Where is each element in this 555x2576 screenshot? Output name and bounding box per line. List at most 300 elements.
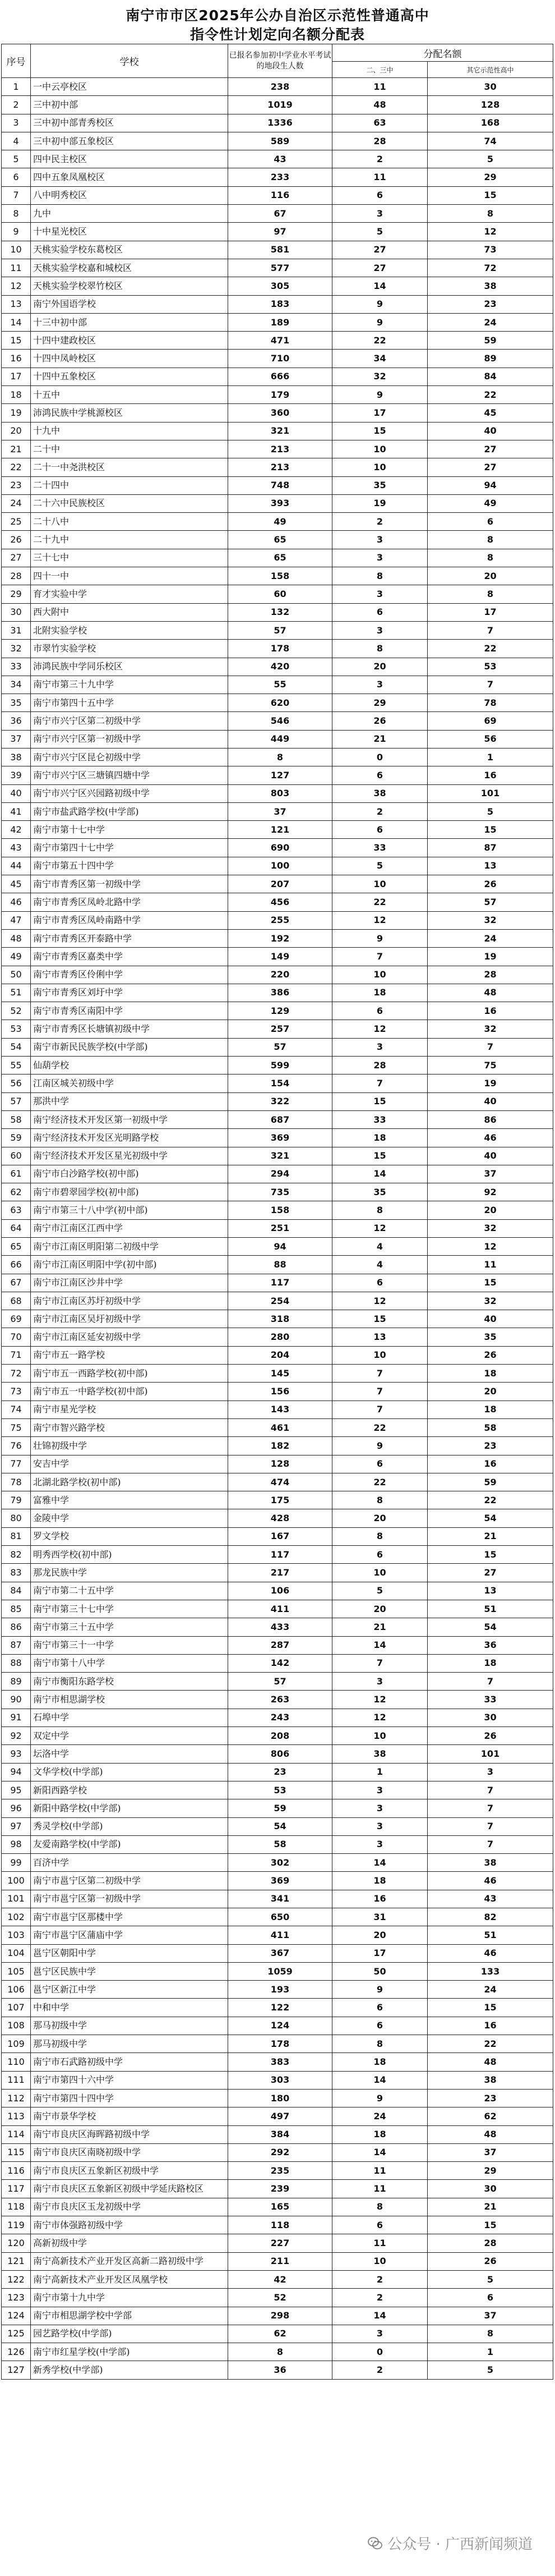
- school-name: 南宁市青秀区刘圩中学: [31, 984, 228, 1002]
- quota-23-count: 5: [332, 857, 428, 875]
- row-no: 26: [2, 531, 31, 549]
- applicant-count: 318: [228, 1310, 332, 1328]
- quota-23-count: 7: [332, 1654, 428, 1672]
- school-name: 三十七中: [31, 549, 228, 567]
- quota-23-count: 63: [332, 114, 428, 132]
- quota-other-count: 38: [428, 2071, 553, 2089]
- quota-23-count: 15: [332, 1310, 428, 1328]
- row-no: 45: [2, 875, 31, 893]
- row-no: 3: [2, 114, 31, 132]
- applicant-count: 128: [228, 1455, 332, 1473]
- table-row: [2, 603, 553, 621]
- quota-other-count: 26: [428, 875, 553, 893]
- row-no: 115: [2, 2143, 31, 2161]
- quota-23-count: 35: [332, 476, 428, 494]
- quota-other-count: 15: [428, 2216, 553, 2234]
- table-row: [2, 1527, 553, 1545]
- quota-23-count: 48: [332, 96, 428, 114]
- quota-23-count: 12: [332, 1709, 428, 1726]
- quota-other-count: 51: [428, 1926, 553, 1944]
- quota-other-count: 38: [428, 277, 553, 295]
- table-row: [2, 1763, 553, 1781]
- applicant-count: 100: [228, 857, 332, 875]
- row-no: 68: [2, 1292, 31, 1310]
- quota-other-count: 23: [428, 295, 553, 313]
- table-row: [2, 2053, 553, 2071]
- applicant-count: 116: [228, 186, 332, 204]
- quota-23-count: 2: [332, 2289, 428, 2307]
- school-name: 二十六中民族校区: [31, 494, 228, 512]
- quota-other-count: 32: [428, 1219, 553, 1237]
- school-name: 南宁市第二十五中学: [31, 1582, 228, 1600]
- school-name: 南宁市邕宁区第一初级中学: [31, 1890, 228, 1908]
- applicant-count: 192: [228, 929, 332, 947]
- applicant-count: 217: [228, 1564, 332, 1582]
- quota-23-count: 20: [332, 1600, 428, 1618]
- table-row: [2, 2198, 553, 2216]
- row-no: 34: [2, 676, 31, 694]
- table-row: [2, 549, 553, 567]
- quota-23-count: 11: [332, 2162, 428, 2180]
- quota-23-count: 28: [332, 132, 428, 150]
- applicant-count: 411: [228, 1926, 332, 1944]
- applicant-count: 94: [228, 1238, 332, 1256]
- table-row: [2, 440, 553, 458]
- table-row: [2, 2234, 553, 2252]
- table-row: [2, 2035, 553, 2053]
- applicant-count: 650: [228, 1908, 332, 1926]
- row-no: 108: [2, 2017, 31, 2035]
- table-row: [2, 1962, 553, 1980]
- quota-other-count: 40: [428, 1147, 553, 1165]
- quota-23-count: 18: [332, 2053, 428, 2071]
- applicant-count: 62: [228, 2325, 332, 2343]
- quota-23-count: 9: [332, 1981, 428, 1999]
- row-no: 121: [2, 2252, 31, 2270]
- quota-23-count: 2: [332, 802, 428, 820]
- applicant-count: 49: [228, 513, 332, 531]
- school-name: 南宁市石武路初级中学: [31, 2053, 228, 2071]
- school-name: 南宁市青秀区嘉类中学: [31, 948, 228, 966]
- table-row: [2, 1418, 553, 1436]
- quota-23-count: 11: [332, 2180, 428, 2198]
- row-no: 33: [2, 658, 31, 676]
- quota-23-count: 8: [332, 567, 428, 585]
- applicant-count: 213: [228, 458, 332, 476]
- applicant-count: 263: [228, 1691, 332, 1709]
- school-name: 南宁市良庆区五象新区初级中学延庆路校区: [31, 2180, 228, 2198]
- quota-23-count: 7: [332, 1383, 428, 1401]
- table-row: [2, 2289, 553, 2307]
- school-name: 二十中: [31, 440, 228, 458]
- quota-23-count: 24: [332, 2107, 428, 2125]
- row-no: 15: [2, 332, 31, 350]
- row-no: 27: [2, 549, 31, 567]
- quota-23-count: 8: [332, 1527, 428, 1545]
- row-no: 51: [2, 984, 31, 1002]
- quota-other-count: 29: [428, 168, 553, 186]
- quota-other-count: 46: [428, 1872, 553, 1890]
- table-row: [2, 694, 553, 712]
- quota-23-count: 6: [332, 821, 428, 839]
- quota-other-count: 46: [428, 1944, 553, 1962]
- quota-other-count: 54: [428, 1618, 553, 1636]
- applicant-count: 175: [228, 1491, 332, 1509]
- quota-other-count: 26: [428, 1346, 553, 1364]
- school-name: 南宁外国语学校: [31, 295, 228, 313]
- applicant-count: 193: [228, 1981, 332, 1999]
- quota-23-count: 21: [332, 730, 428, 748]
- quota-23-count: 4: [332, 1238, 428, 1256]
- applicant-count: 183: [228, 295, 332, 313]
- table-row: [2, 712, 553, 730]
- school-name: 文华学校(中学部): [31, 1763, 228, 1781]
- applicant-count: 55: [228, 676, 332, 694]
- quota-other-count: 11: [428, 1256, 553, 1274]
- quota-23-count: 22: [332, 332, 428, 350]
- table-row: [2, 531, 553, 549]
- table-row: [2, 1201, 553, 1219]
- quota-other-count: 37: [428, 1165, 553, 1183]
- quota-other-count: 21: [428, 2198, 553, 2216]
- quota-other-count: 48: [428, 2125, 553, 2143]
- school-name: 金陵中学: [31, 1509, 228, 1527]
- row-no: 37: [2, 730, 31, 748]
- applicant-count: 449: [228, 730, 332, 748]
- row-no: 19: [2, 404, 31, 422]
- row-no: 9: [2, 223, 31, 241]
- applicant-count: 23: [228, 1763, 332, 1781]
- quota-23-count: 27: [332, 259, 428, 277]
- school-name: 南宁市五一中路学校(初中部): [31, 1383, 228, 1401]
- quota-23-count: 9: [332, 2089, 428, 2107]
- quota-23-count: 8: [332, 1491, 428, 1509]
- quota-23-count: 7: [332, 1075, 428, 1092]
- school-name: 南宁市良庆区海晖路初级中学: [31, 2125, 228, 2143]
- school-name: 南宁市第四十四中学: [31, 2089, 228, 2107]
- table-row: [2, 404, 553, 422]
- quota-23-count: 10: [332, 875, 428, 893]
- quota-other-count: 38: [428, 1854, 553, 1872]
- applicant-count: 179: [228, 386, 332, 404]
- quota-23-count: 6: [332, 186, 428, 204]
- row-no: 7: [2, 186, 31, 204]
- table-row: [2, 494, 553, 512]
- quota-other-count: 8: [428, 205, 553, 223]
- school-name: 西大附中: [31, 603, 228, 621]
- applicant-count: 60: [228, 585, 332, 603]
- school-name: 南宁市青秀区第一初级中学: [31, 875, 228, 893]
- row-no: 59: [2, 1129, 31, 1147]
- table-row: [2, 422, 553, 440]
- row-no: 49: [2, 948, 31, 966]
- quota-other-count: 59: [428, 332, 553, 350]
- quota-other-count: 15: [428, 186, 553, 204]
- quota-23-count: 10: [332, 458, 428, 476]
- table-row: [2, 386, 553, 404]
- quota-other-count: 15: [428, 1546, 553, 1564]
- quota-23-count: 18: [332, 984, 428, 1002]
- quota-23-count: 9: [332, 1437, 428, 1455]
- table-row: [2, 857, 553, 875]
- table-row: [2, 1383, 553, 1401]
- wechat-icon: [367, 2536, 383, 2551]
- quota-other-count: 48: [428, 2053, 553, 2071]
- row-no: 52: [2, 1002, 31, 1020]
- quota-other-count: 78: [428, 694, 553, 712]
- quota-other-count: 15: [428, 1274, 553, 1292]
- row-no: 114: [2, 2125, 31, 2143]
- school-name: 南宁市邕宁区那楼中学: [31, 1908, 228, 1926]
- quota-other-count: 18: [428, 1401, 553, 1418]
- applicant-count: 257: [228, 1020, 332, 1038]
- applicant-count: 321: [228, 1147, 332, 1165]
- quota-23-count: 22: [332, 893, 428, 911]
- applicant-count: 690: [228, 839, 332, 857]
- quota-other-count: 53: [428, 658, 553, 676]
- row-no: 21: [2, 440, 31, 458]
- quota-23-count: 7: [332, 1365, 428, 1383]
- quota-other-count: 8: [428, 2325, 553, 2343]
- school-name: 南宁市江南区沙井中学: [31, 1274, 228, 1292]
- row-no: 73: [2, 1383, 31, 1401]
- school-name: 南宁市白沙路学校(初中部): [31, 1165, 228, 1183]
- quota-23-count: 27: [332, 241, 428, 259]
- quota-other-count: 33: [428, 1691, 553, 1709]
- row-no: 100: [2, 1872, 31, 1890]
- quota-23-count: 33: [332, 1110, 428, 1128]
- school-name: 市翠竹实验学校: [31, 640, 228, 658]
- applicant-count: 474: [228, 1473, 332, 1491]
- school-name: 新秀学校(中学部): [31, 2361, 228, 2379]
- row-no: 6: [2, 168, 31, 186]
- row-no: 43: [2, 839, 31, 857]
- quota-23-count: 38: [332, 784, 428, 802]
- quota-other-count: 19: [428, 1075, 553, 1092]
- applicant-count: 383: [228, 2053, 332, 2071]
- school-name: 南宁市碧翠园学校(初中部): [31, 1183, 228, 1201]
- applicant-count: 57: [228, 1673, 332, 1691]
- watermark-text: 公众号 · 广西新闻频道: [387, 2536, 533, 2553]
- school-name: 南宁市第十九中学: [31, 2289, 228, 2307]
- quota-23-count: 10: [332, 2252, 428, 2270]
- school-name: 邕宁区民族中学: [31, 1962, 228, 1980]
- applicant-count: 149: [228, 948, 332, 966]
- quota-other-count: 74: [428, 132, 553, 150]
- quota-other-count: 8: [428, 549, 553, 567]
- row-no: 35: [2, 694, 31, 712]
- quota-other-count: 27: [428, 458, 553, 476]
- row-no: 47: [2, 911, 31, 929]
- school-name: 新阳西路学校: [31, 1781, 228, 1799]
- applicant-count: 36: [228, 2361, 332, 2379]
- table-row: [2, 2216, 553, 2234]
- quota-23-count: 6: [332, 766, 428, 784]
- quota-other-count: 168: [428, 114, 553, 132]
- school-name: 十中星光校区: [31, 223, 228, 241]
- row-no: 93: [2, 1745, 31, 1763]
- table-row: [2, 2252, 553, 2270]
- quota-other-count: 84: [428, 368, 553, 385]
- quota-other-count: 59: [428, 1473, 553, 1491]
- school-name: 天桃实验学校嘉和城校区: [31, 259, 228, 277]
- row-no: 72: [2, 1365, 31, 1383]
- quota-other-count: 8: [428, 531, 553, 549]
- row-no: 50: [2, 966, 31, 984]
- applicant-count: 57: [228, 621, 332, 639]
- quota-23-count: 14: [332, 2143, 428, 2161]
- quota-23-count: 3: [332, 676, 428, 694]
- table-row: [2, 458, 553, 476]
- table-row: [2, 1473, 553, 1491]
- quota-23-count: 9: [332, 295, 428, 313]
- applicant-count: 88: [228, 1256, 332, 1274]
- applicant-count: 220: [228, 966, 332, 984]
- school-name: 那洪中学: [31, 1092, 228, 1110]
- school-name: 壮锦初级中学: [31, 1437, 228, 1455]
- table-row: [2, 1219, 553, 1237]
- school-name: 南宁市五一路学校: [31, 1346, 228, 1364]
- row-no: 102: [2, 1908, 31, 1926]
- applicant-count: 255: [228, 911, 332, 929]
- quota-23-count: 34: [332, 350, 428, 368]
- school-name: 南宁经济技术开发区第一初级中学: [31, 1110, 228, 1128]
- row-no: 28: [2, 567, 31, 585]
- applicant-count: 420: [228, 658, 332, 676]
- row-no: 53: [2, 1020, 31, 1038]
- quota-other-count: 101: [428, 784, 553, 802]
- applicant-count: 59: [228, 1799, 332, 1817]
- row-no: 17: [2, 368, 31, 385]
- quota-other-count: 45: [428, 404, 553, 422]
- quota-23-count: 32: [332, 368, 428, 385]
- quota-other-count: 20: [428, 1383, 553, 1401]
- applicant-count: 251: [228, 1219, 332, 1237]
- table-row: [2, 96, 553, 114]
- table-row: [2, 205, 553, 223]
- applicant-count: 129: [228, 1002, 332, 1020]
- school-name: 南宁市青秀区凤岭北路中学: [31, 893, 228, 911]
- quota-23-count: 3: [332, 1038, 428, 1056]
- school-name: 友爱南路学校(中学部): [31, 1835, 228, 1853]
- quota-other-count: 5: [428, 2270, 553, 2288]
- row-no: 113: [2, 2107, 31, 2125]
- quota-other-count: 40: [428, 1310, 553, 1328]
- table-row: [2, 1310, 553, 1328]
- school-name: 八中明秀校区: [31, 186, 228, 204]
- applicant-count: 167: [228, 1527, 332, 1545]
- applicant-count: 497: [228, 2107, 332, 2125]
- quota-other-count: 7: [428, 1673, 553, 1691]
- quota-23-count: 15: [332, 1147, 428, 1165]
- quota-23-count: 12: [332, 911, 428, 929]
- table-row: [2, 2143, 553, 2161]
- school-name: 南宁市盐武路学校(中学部): [31, 802, 228, 820]
- applicant-count: 294: [228, 1165, 332, 1183]
- row-no: 69: [2, 1310, 31, 1328]
- school-name: 南宁市江南区江西中学: [31, 1219, 228, 1237]
- quota-other-count: 128: [428, 96, 553, 114]
- quota-other-count: 22: [428, 1491, 553, 1509]
- table-row: [2, 766, 553, 784]
- applicant-count: 37: [228, 802, 332, 820]
- table-row: [2, 2307, 553, 2325]
- quota-23-count: 14: [332, 1854, 428, 1872]
- applicant-count: 178: [228, 640, 332, 658]
- quota-other-count: 48: [428, 984, 553, 1002]
- quota-23-count: 11: [332, 78, 428, 96]
- quota-23-count: 3: [332, 1781, 428, 1799]
- applicant-count: 65: [228, 549, 332, 567]
- row-no: 103: [2, 1926, 31, 1944]
- row-no: 111: [2, 2071, 31, 2089]
- table-row: [2, 784, 553, 802]
- quota-other-count: 73: [428, 241, 553, 259]
- row-no: 104: [2, 1944, 31, 1962]
- quota-23-count: 1: [332, 1763, 428, 1781]
- school-name: 二十八中: [31, 513, 228, 531]
- table-row: [2, 476, 553, 494]
- quota-other-count: 26: [428, 2252, 553, 2270]
- quota-23-count: 18: [332, 1129, 428, 1147]
- row-no: 5: [2, 150, 31, 168]
- quota-23-count: 4: [332, 1256, 428, 1274]
- quota-other-count: 69: [428, 712, 553, 730]
- table-row: [2, 984, 553, 1002]
- school-name: 十四中凤岭校区: [31, 350, 228, 368]
- school-name: 四十一中: [31, 567, 228, 585]
- row-no: 71: [2, 1346, 31, 1364]
- school-name: 南宁市第三十七中学: [31, 1600, 228, 1618]
- row-no: 1: [2, 78, 31, 96]
- quota-other-count: 37: [428, 2307, 553, 2325]
- row-no: 62: [2, 1183, 31, 1201]
- table-row: [2, 1727, 553, 1745]
- table-row: [2, 1944, 553, 1962]
- quota-other-count: 35: [428, 1328, 553, 1346]
- applicant-count: 156: [228, 1383, 332, 1401]
- row-no: 88: [2, 1654, 31, 1672]
- school-name: 十四中五象校区: [31, 368, 228, 385]
- quota-23-count: 17: [332, 404, 428, 422]
- quota-other-count: 13: [428, 857, 553, 875]
- table-row: [2, 839, 553, 857]
- school-name: 仙葫学校: [31, 1057, 228, 1075]
- quota-other-count: 7: [428, 1799, 553, 1817]
- school-name: 南宁市第三十一中学: [31, 1636, 228, 1654]
- quota-23-count: 3: [332, 205, 428, 223]
- quota-other-count: 23: [428, 2089, 553, 2107]
- applicant-count: 599: [228, 1057, 332, 1075]
- row-no: 94: [2, 1763, 31, 1781]
- row-no: 117: [2, 2180, 31, 2198]
- row-no: 120: [2, 2234, 31, 2252]
- row-no: 97: [2, 1817, 31, 1835]
- school-name: 南宁市邕宁区蒲庙中学: [31, 1926, 228, 1944]
- watermark: [367, 2533, 533, 2554]
- quota-other-count: 16: [428, 2017, 553, 2035]
- school-name: 南宁市良庆区五象新区初级中学: [31, 2162, 228, 2180]
- school-name: 南宁市红星学校(中学部): [31, 2343, 228, 2361]
- table-row: [2, 350, 553, 368]
- quota-23-count: 7: [332, 948, 428, 966]
- school-name: 十九中: [31, 422, 228, 440]
- applicant-count: 42: [228, 2270, 332, 2288]
- quota-other-count: 32: [428, 911, 553, 929]
- quota-other-count: 49: [428, 494, 553, 512]
- quota-other-count: 16: [428, 766, 553, 784]
- row-no: 110: [2, 2053, 31, 2071]
